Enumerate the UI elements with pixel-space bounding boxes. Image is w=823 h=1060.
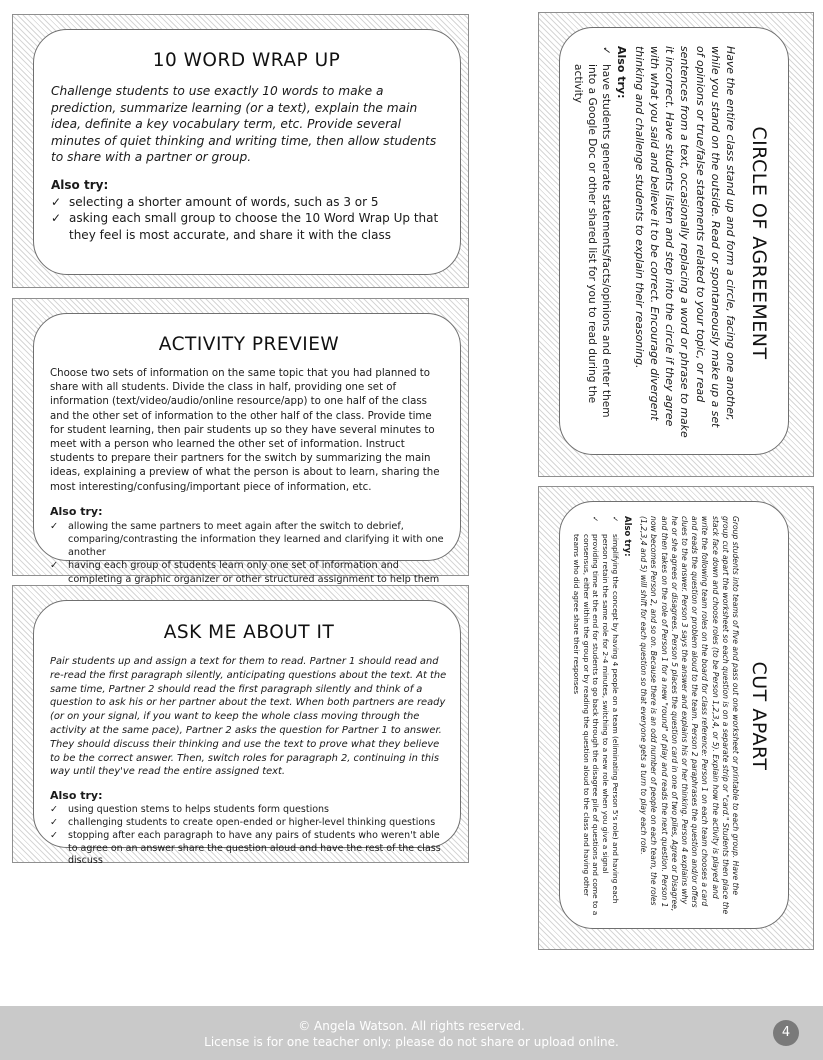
page-number-badge: 4 <box>773 1020 799 1046</box>
also-try-label: Also try: <box>50 504 103 518</box>
license-text: License is for one teacher only: please do not share or upload online. <box>204 1035 619 1049</box>
also-try-item: ✓ using question stems to helps students form questions <box>50 804 448 817</box>
card-activity-preview <box>12 298 469 585</box>
card-10-word-wrap-up <box>12 14 469 288</box>
copyright-text: © Angela Watson. All rights reserved. <box>298 1019 525 1033</box>
card-panel <box>559 27 789 455</box>
card-description: Group students into teams of five and pass out one worksheet or printable to each group. Have the group cut apart the worksheet so each question is on a separate strip or "card." Students then place the stack face down and choose roles (to be Person 1,2,3,4, or 5). Explain how the activity is played and write the following team roles on the board for class reference: Person 1 on each team chooses a card and reads the question or problem aloud to the team. Person 2 paraphrases the question and/or offers clues to the answer. Person 3 says the answer and explains his or her thinking. Person 4 explains why he or she agrees or disagrees. Person 5 places the question card in one of two piles, Agree or Disagree, and then takes on the role of Person 1 for a new "round" of play and reads the next question. Person 1 now becomes Person 2, and so on. Because there is an odd number of people on each team, the roles (1,2,3,4 and 5) will shift for each question so that everyone gets a turn to play each role. <box>639 516 740 915</box>
rotated-card-container <box>559 27 789 455</box>
card-title: ACTIVITY PREVIEW <box>158 334 340 355</box>
also-try-item: ✓ providing time at the end for students to go back through the disagree pile of questions and come to a consensus, either within the group or by reading the question aloud to the class and having other teams who did agree share their responses <box>571 516 600 916</box>
card-title: CUT APART <box>748 661 770 771</box>
also-try-item: ✓ selecting a shorter amount of words, such as 3 or 5 <box>51 194 442 211</box>
also-try-label: Also try: <box>621 516 632 557</box>
card-panel <box>33 29 461 275</box>
also-try-item: ✓ have students generate statements/facts/opinions and enter them into a Google Doc or other shared list for you to read during the activity <box>571 46 613 440</box>
card-description: Have the entire class stand up and form a circle, facing one another, while you stand on the outside. Read or spontaneously make up a set of opinions or true/false statements related to your topic, or read sentences from a text, occasionally replacing a word or phrase to make it incorrect. Have students listen and step into the circle if they agree with what you said and believe it to be correct. Encourage divergent thinking and challenge students to explain their reasoning. <box>632 46 737 438</box>
card-circle-of-agreement <box>538 12 814 477</box>
rotated-card-container <box>559 501 789 929</box>
also-try-list <box>571 516 620 916</box>
also-try-list <box>51 194 442 244</box>
card-title: CIRCLE OF AGREEMENT <box>748 126 770 360</box>
card-panel <box>33 600 461 867</box>
also-try-item: ✓ asking each small group to choose the 10 Word Wrap Up that they feel is most accurate, and share it with the class <box>51 210 442 243</box>
card-description: Pair students up and assign a text for them to read. Partner 1 should read and re-read the first paragraph silently, anticipating questions about the text. At the same time, Partner 2 should read the first paragraph silently and think of a question to ask his or her partner about the text. When both partners are ready (or on your signal, if you want to keep the whole class moving through the activity at the same pace), Partner 2 asks the question for Partner 1 to answer. They should discuss their thinking and use the text to prove what they believe to be the correct answer. Then, switch roles for paragraph 2, continuing in this way until they've read the entire assigned text. <box>50 656 447 778</box>
card-panel <box>33 313 461 585</box>
card-cut-apart <box>538 486 814 950</box>
page-footer <box>0 1006 823 1060</box>
card-description: Challenge students to use exactly 10 words to make a prediction, summarize learning (or a text), explain the main idea, definite a key vocabulary term, etc. Provide several minutes of quiet thinking and writing time, then allow students to share with a partner or group. <box>51 84 437 164</box>
also-try-list <box>571 46 613 440</box>
also-try-label: Also try: <box>51 177 109 192</box>
also-try-label: Also try: <box>50 789 103 803</box>
card-description: Choose two sets of information on the same topic that you had planned to share with all students. Divide the class in half, providing one set of information (text/video/audio/online resource/app) to one half of the class and the other set of information to the other half of the class. Provide time for student learning, then pair students up so they have several minutes to meet with a person who learned the other set of information. Instruct students to prepare their partners for the switch by summarizing the main ideas, explaining a preview of what the person is about to learn, sharing the most interesting/confusing/important piece of information, etc. <box>50 368 440 493</box>
card-title: ASK ME ABOUT IT <box>163 622 335 643</box>
card-ask-me-about-it <box>12 585 469 867</box>
also-try-item: ✓ challenging students to create open-ended or higher-level thinking questions <box>50 817 448 830</box>
also-try-list <box>50 804 448 868</box>
also-try-label: Also try: <box>614 46 628 99</box>
also-try-item: ✓ having each group of students learn only one set of information and completing a graphic organizer or other structured assignment to help them <box>50 559 448 612</box>
card-title: 10 WORD WRAP UP <box>152 50 341 71</box>
also-try-item: ✓ stopping after each paragraph to have any pairs of students who weren't able to agree on an answer share the question aloud and have the rest of the class discuss <box>50 830 448 868</box>
card-panel <box>559 501 789 929</box>
also-try-item: ✓ allowing the same partners to meet again after the switch to debrief, comparing/contrasting the information they learned and clarifying it with one another <box>50 520 448 560</box>
also-try-item: ✓ simplifying the concept by having 4 people on a team (eliminating Person 5's role) and having each person retain the same role for 2-4 minutes, switching to a new role when you give a signal <box>600 516 620 916</box>
